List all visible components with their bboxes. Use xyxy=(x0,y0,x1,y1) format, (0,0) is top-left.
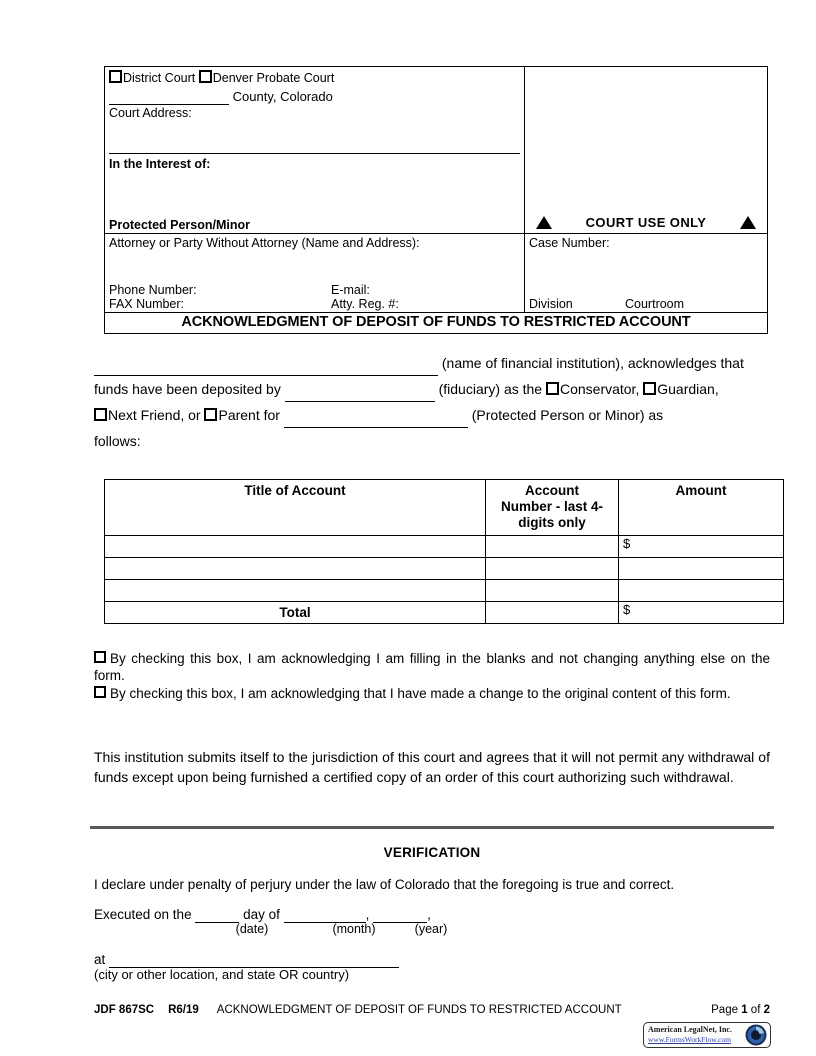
follows-text: follows: xyxy=(94,433,141,449)
county-row xyxy=(109,86,520,105)
division-label: Division xyxy=(529,297,573,311)
funds-deposited-text: funds have been deposited by xyxy=(94,381,281,397)
location-blank[interactable] xyxy=(109,952,399,968)
fiduciary-text: (fiduciary) as the xyxy=(438,381,543,397)
column-header-account-number xyxy=(486,480,619,536)
check-statement-1 xyxy=(94,650,770,684)
page-of: of xyxy=(750,1004,761,1016)
account-table-header-row xyxy=(105,480,784,536)
table-row-total xyxy=(105,602,784,624)
phone-email-row xyxy=(109,283,520,297)
cell-total-amount[interactable]: $ xyxy=(619,602,784,624)
division-courtroom-row xyxy=(529,297,763,311)
case-number-cell xyxy=(525,234,767,312)
protected-person-blank[interactable] xyxy=(284,412,468,428)
court-use-only-banner xyxy=(525,215,767,230)
month-blank[interactable] xyxy=(284,907,366,923)
check-statement-1-label: By checking this box, I am acknowledging I am filling in the blanks and not changing anything else on the form. xyxy=(94,651,770,683)
county-colorado-label: County, Colorado xyxy=(232,89,333,104)
financial-institution-blank[interactable] xyxy=(94,360,438,376)
financial-institution-text: (name of financial institution), acknowledges that xyxy=(441,355,744,371)
page-prefix: Page xyxy=(711,1004,738,1016)
next-friend-label: Next Friend, or xyxy=(108,407,201,423)
checkbox-conservator[interactable] xyxy=(546,382,559,395)
case-number-label: Case Number: xyxy=(529,236,610,250)
in-the-interest-of-input-area[interactable] xyxy=(109,172,520,218)
label-year: (year) xyxy=(414,922,448,936)
email-label: E-mail: xyxy=(331,283,370,297)
checkbox-parent[interactable] xyxy=(204,408,217,421)
label-date: (date) xyxy=(235,922,269,936)
cell-number-3[interactable] xyxy=(486,580,619,602)
courtroom-label: Courtroom xyxy=(625,297,685,311)
guardian-label: Guardian, xyxy=(657,381,719,397)
triangle-right-icon xyxy=(740,216,756,229)
protected-person-minor-label: Protected Person/Minor xyxy=(109,218,250,232)
court-use-only-label: COURT USE ONLY xyxy=(585,215,707,230)
cell-title-3[interactable] xyxy=(105,580,486,602)
cell-title-2[interactable] xyxy=(105,558,486,580)
column-header-title-of-account: Title of Account xyxy=(105,480,486,536)
attorney-info-cell xyxy=(105,234,525,312)
caption-top-row xyxy=(105,67,767,233)
table-row xyxy=(105,536,784,558)
checkbox-guardian[interactable] xyxy=(643,382,656,395)
section-divider xyxy=(90,826,774,829)
court-caption-box xyxy=(104,66,768,334)
checkbox-district-court[interactable] xyxy=(109,70,122,83)
acknowledgment-paragraph xyxy=(94,350,770,454)
fiduciary-blank[interactable] xyxy=(285,386,435,402)
atty-reg-label: Atty. Reg. #: xyxy=(331,297,399,311)
cell-number-2[interactable] xyxy=(486,558,619,580)
court-type-row xyxy=(109,69,520,86)
district-court-label: District Court xyxy=(123,71,196,85)
table-row xyxy=(105,558,784,580)
in-the-interest-of-label: In the Interest of: xyxy=(109,157,211,171)
legalnet-text xyxy=(644,1025,744,1045)
checkbox-made-change[interactable] xyxy=(94,686,106,698)
cell-total-number xyxy=(486,602,619,624)
acct-num-line-1: Account xyxy=(525,483,579,498)
acct-num-line-3: digits only xyxy=(518,515,586,530)
denver-probate-court-label: Denver Probate Court xyxy=(212,71,335,85)
year-blank[interactable] xyxy=(373,907,427,923)
check-statement-2 xyxy=(94,685,770,702)
legalnet-company: American LegalNet, Inc. xyxy=(648,1025,732,1034)
acct-num-line-2: Number - last 4- xyxy=(500,499,604,514)
cell-amount-3[interactable] xyxy=(619,580,784,602)
footer-form-title: ACKNOWLEDGMENT OF DEPOSIT OF FUNDS TO RESTRICTED ACCOUNT xyxy=(216,1004,622,1016)
executed-on-line: Executed on the day of , , xyxy=(94,907,431,922)
court-address-input-area[interactable] xyxy=(109,121,520,154)
column-header-amount: Amount xyxy=(619,480,784,536)
acknowledgment-checkbox-group xyxy=(94,650,770,703)
triangle-left-icon xyxy=(536,216,552,229)
caption-court-info-cell xyxy=(105,67,525,233)
date-blank[interactable] xyxy=(195,907,239,923)
table-row xyxy=(105,580,784,602)
executed-sublabels xyxy=(94,922,770,937)
page-number: 1 xyxy=(741,1004,748,1016)
cell-total-label: Total xyxy=(105,602,486,624)
form-title-bar: ACKNOWLEDGMENT OF DEPOSIT OF FUNDS TO RESTRICTED ACCOUNT xyxy=(105,312,767,333)
conservator-label: Conservator, xyxy=(559,381,640,397)
american-legalnet-badge[interactable] xyxy=(643,1022,771,1048)
footer-revision: R6/19 xyxy=(168,1004,199,1016)
cell-number-1[interactable] xyxy=(486,536,619,558)
footer-form-id: JDF 867SC xyxy=(94,1004,155,1016)
verification-declaration: I declare under penalty of perjury under the law of Colorado that the foregoing is true and correct. xyxy=(94,877,675,892)
footer-page-indicator xyxy=(711,1003,770,1017)
day-of-label: day of xyxy=(243,907,280,922)
executed-prefix: Executed on the xyxy=(94,907,192,922)
cell-title-1[interactable] xyxy=(105,536,486,558)
page-footer xyxy=(94,1003,770,1017)
legalnet-globe-icon xyxy=(744,1023,768,1047)
court-use-only-cell xyxy=(525,67,767,233)
caption-attorney-row xyxy=(105,233,767,312)
at-prefix: at xyxy=(94,952,106,967)
label-month: (month) xyxy=(332,922,376,936)
fax-number-label: FAX Number: xyxy=(109,297,185,311)
cell-amount-2[interactable] xyxy=(619,558,784,580)
attorney-label: Attorney or Party Without Attorney (Name and Address): xyxy=(109,236,420,250)
cell-amount-1[interactable]: $ xyxy=(619,536,784,558)
checkbox-denver-probate-court[interactable] xyxy=(199,70,212,83)
verification-heading: VERIFICATION xyxy=(383,845,481,860)
legalnet-website[interactable]: www.FormsWorkFlow.com xyxy=(648,1035,732,1044)
page-total: 2 xyxy=(763,1004,770,1016)
county-input-blank[interactable] xyxy=(109,91,229,105)
attorney-contact-rows xyxy=(109,283,520,311)
jurisdiction-paragraph: This institution submits itself to the jurisdiction of this court and agrees that it will not permit any withdrawal of funds except upon being furnished a certified copy of an order of this court authorizing such withdrawal. xyxy=(94,749,770,785)
checkbox-no-change[interactable] xyxy=(94,651,106,663)
at-location-note: (city or other location, and state OR country) xyxy=(94,967,350,982)
check-statement-2-label: By checking this box, I am acknowledging that I have made a change to the original content of this form. xyxy=(110,686,731,701)
account-table xyxy=(104,479,784,624)
court-address-label: Court Address: xyxy=(109,106,192,120)
protected-person-text: (Protected Person or Minor) as xyxy=(471,407,664,423)
at-location-line xyxy=(94,951,770,968)
parent-label: Parent for xyxy=(218,407,280,423)
fax-reg-row xyxy=(109,297,520,311)
phone-number-label: Phone Number: xyxy=(109,283,197,297)
checkbox-next-friend[interactable] xyxy=(94,408,107,421)
